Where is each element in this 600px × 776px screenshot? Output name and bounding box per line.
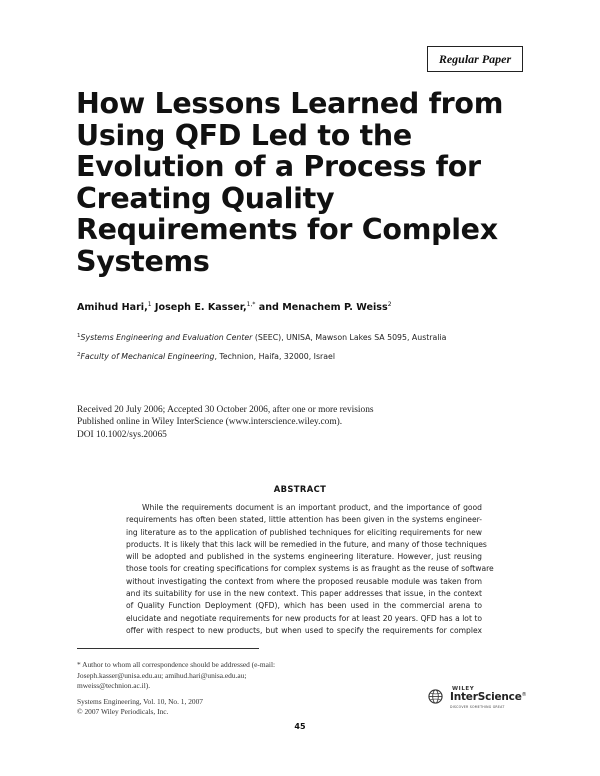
abstract-line: While the requirements document is an important product, and the importance of good [142,503,482,512]
abstract-line: products. It is likely that this lack will be remedied in the future, and many of those techniques [126,539,487,549]
logo-wiley-text: WILEY [452,686,475,692]
title-line: Systems [76,244,210,278]
abstract-heading: ABSTRACT [273,484,327,494]
author-affiliation-mark: 1 [147,301,152,308]
title-line: How Lessons Learned from [76,87,504,120]
footnote-line: * Author to whom all correspondence should be addressed (e-mail: [77,660,276,669]
journal-citation [77,697,203,717]
abstract-line: offer with respect to new products, but when used to specify the requirements for complex [126,625,482,635]
logo-tagline: DISCOVER SOMETHING GREAT [450,705,505,709]
abstract-body [126,502,494,637]
copyright-line: © 2007 Wiley Periodicals, Inc. [77,707,169,716]
footnote-line: Joseph.kasser@unisa.edu.au; amihud.hari@unisa.edu.au; [77,670,247,680]
author-affiliation-mark: 1,* [246,301,256,308]
affiliation-address: (SEEC), UNISA, Mawson Lakes SA 5095, Australia [252,333,447,342]
affiliation-address: , Technion, Haifa, 32000, Israel [214,352,335,361]
abstract-line: will be adopted and published in the systems engineering literature. However, just reusing [126,552,482,562]
received-line: Received 20 July 2006; Accepted 30 October 2006, after one or more revisions [77,405,374,415]
affiliation-1 [77,333,446,342]
regular-paper-badge: Regular Paper [427,46,523,72]
affiliation-2 [77,352,335,361]
publication-history [77,404,497,441]
title-line: Requirements for Complex [76,213,498,246]
affiliation-mark: 1 [77,333,81,339]
abstract-line: elucidate and negotiate requirements for new products for at least 20 years. QFD has a lot to [126,613,482,623]
abstract-line: and its suitability for use in the new context. This paper addresses that issue, in the context [126,589,482,599]
globe-icon [428,689,443,704]
registered-mark: ® [521,692,527,698]
author-name: Joseph E. Kasser, [151,302,247,313]
abstract-line: of Quality Function Deployment (QFD), which has been used in the commercial arena to [126,601,482,611]
doi-line: DOI 10.1002/sys.20065 [77,429,167,440]
paper-title [76,88,546,277]
published-online-line: Published online in Wiley InterScience (www.interscience.wiley.com). [77,417,343,428]
author-name: and Menachem P. Weiss [255,302,388,313]
abstract-line: those tools for creating specifications for complex systems is as fraught as the reuse of software [126,564,494,574]
title-line: Creating Quality [76,181,335,215]
page-number: 45 [294,722,306,731]
abstract-line: requirements has often been stated, little attention has been given in the systems engineer- [126,515,482,525]
logo-brand-text [450,691,526,703]
footnote-line: mweiss@technion.ac.il). [77,681,151,690]
author-list [77,301,392,313]
wiley-interscience-logo [428,686,538,712]
author-affiliation-mark: 2 [387,301,392,308]
logo-brand-name: InterScience [450,691,522,703]
footnote-divider [77,648,259,649]
affiliation-org: Faculty of Mechanical Engineering [80,352,215,361]
title-line: Using QFD Led to the [76,118,412,152]
journal-line: Systems Engineering, Vol. 10, No. 1, 2007 [77,697,203,706]
author-name: Amihud Hari, [77,302,148,313]
correspondence-footnote [77,660,317,692]
affiliation-org: Systems Engineering and Evaluation Center [80,333,253,342]
affiliation-mark: 2 [77,352,81,358]
title-line: Evolution of a Process for [76,150,481,183]
abstract-line: ing literature as to the application of published techniques for eliciting requirements for new [126,527,482,537]
abstract-line: without investigating the context from where the proposed reusable module was taken from [126,576,482,586]
